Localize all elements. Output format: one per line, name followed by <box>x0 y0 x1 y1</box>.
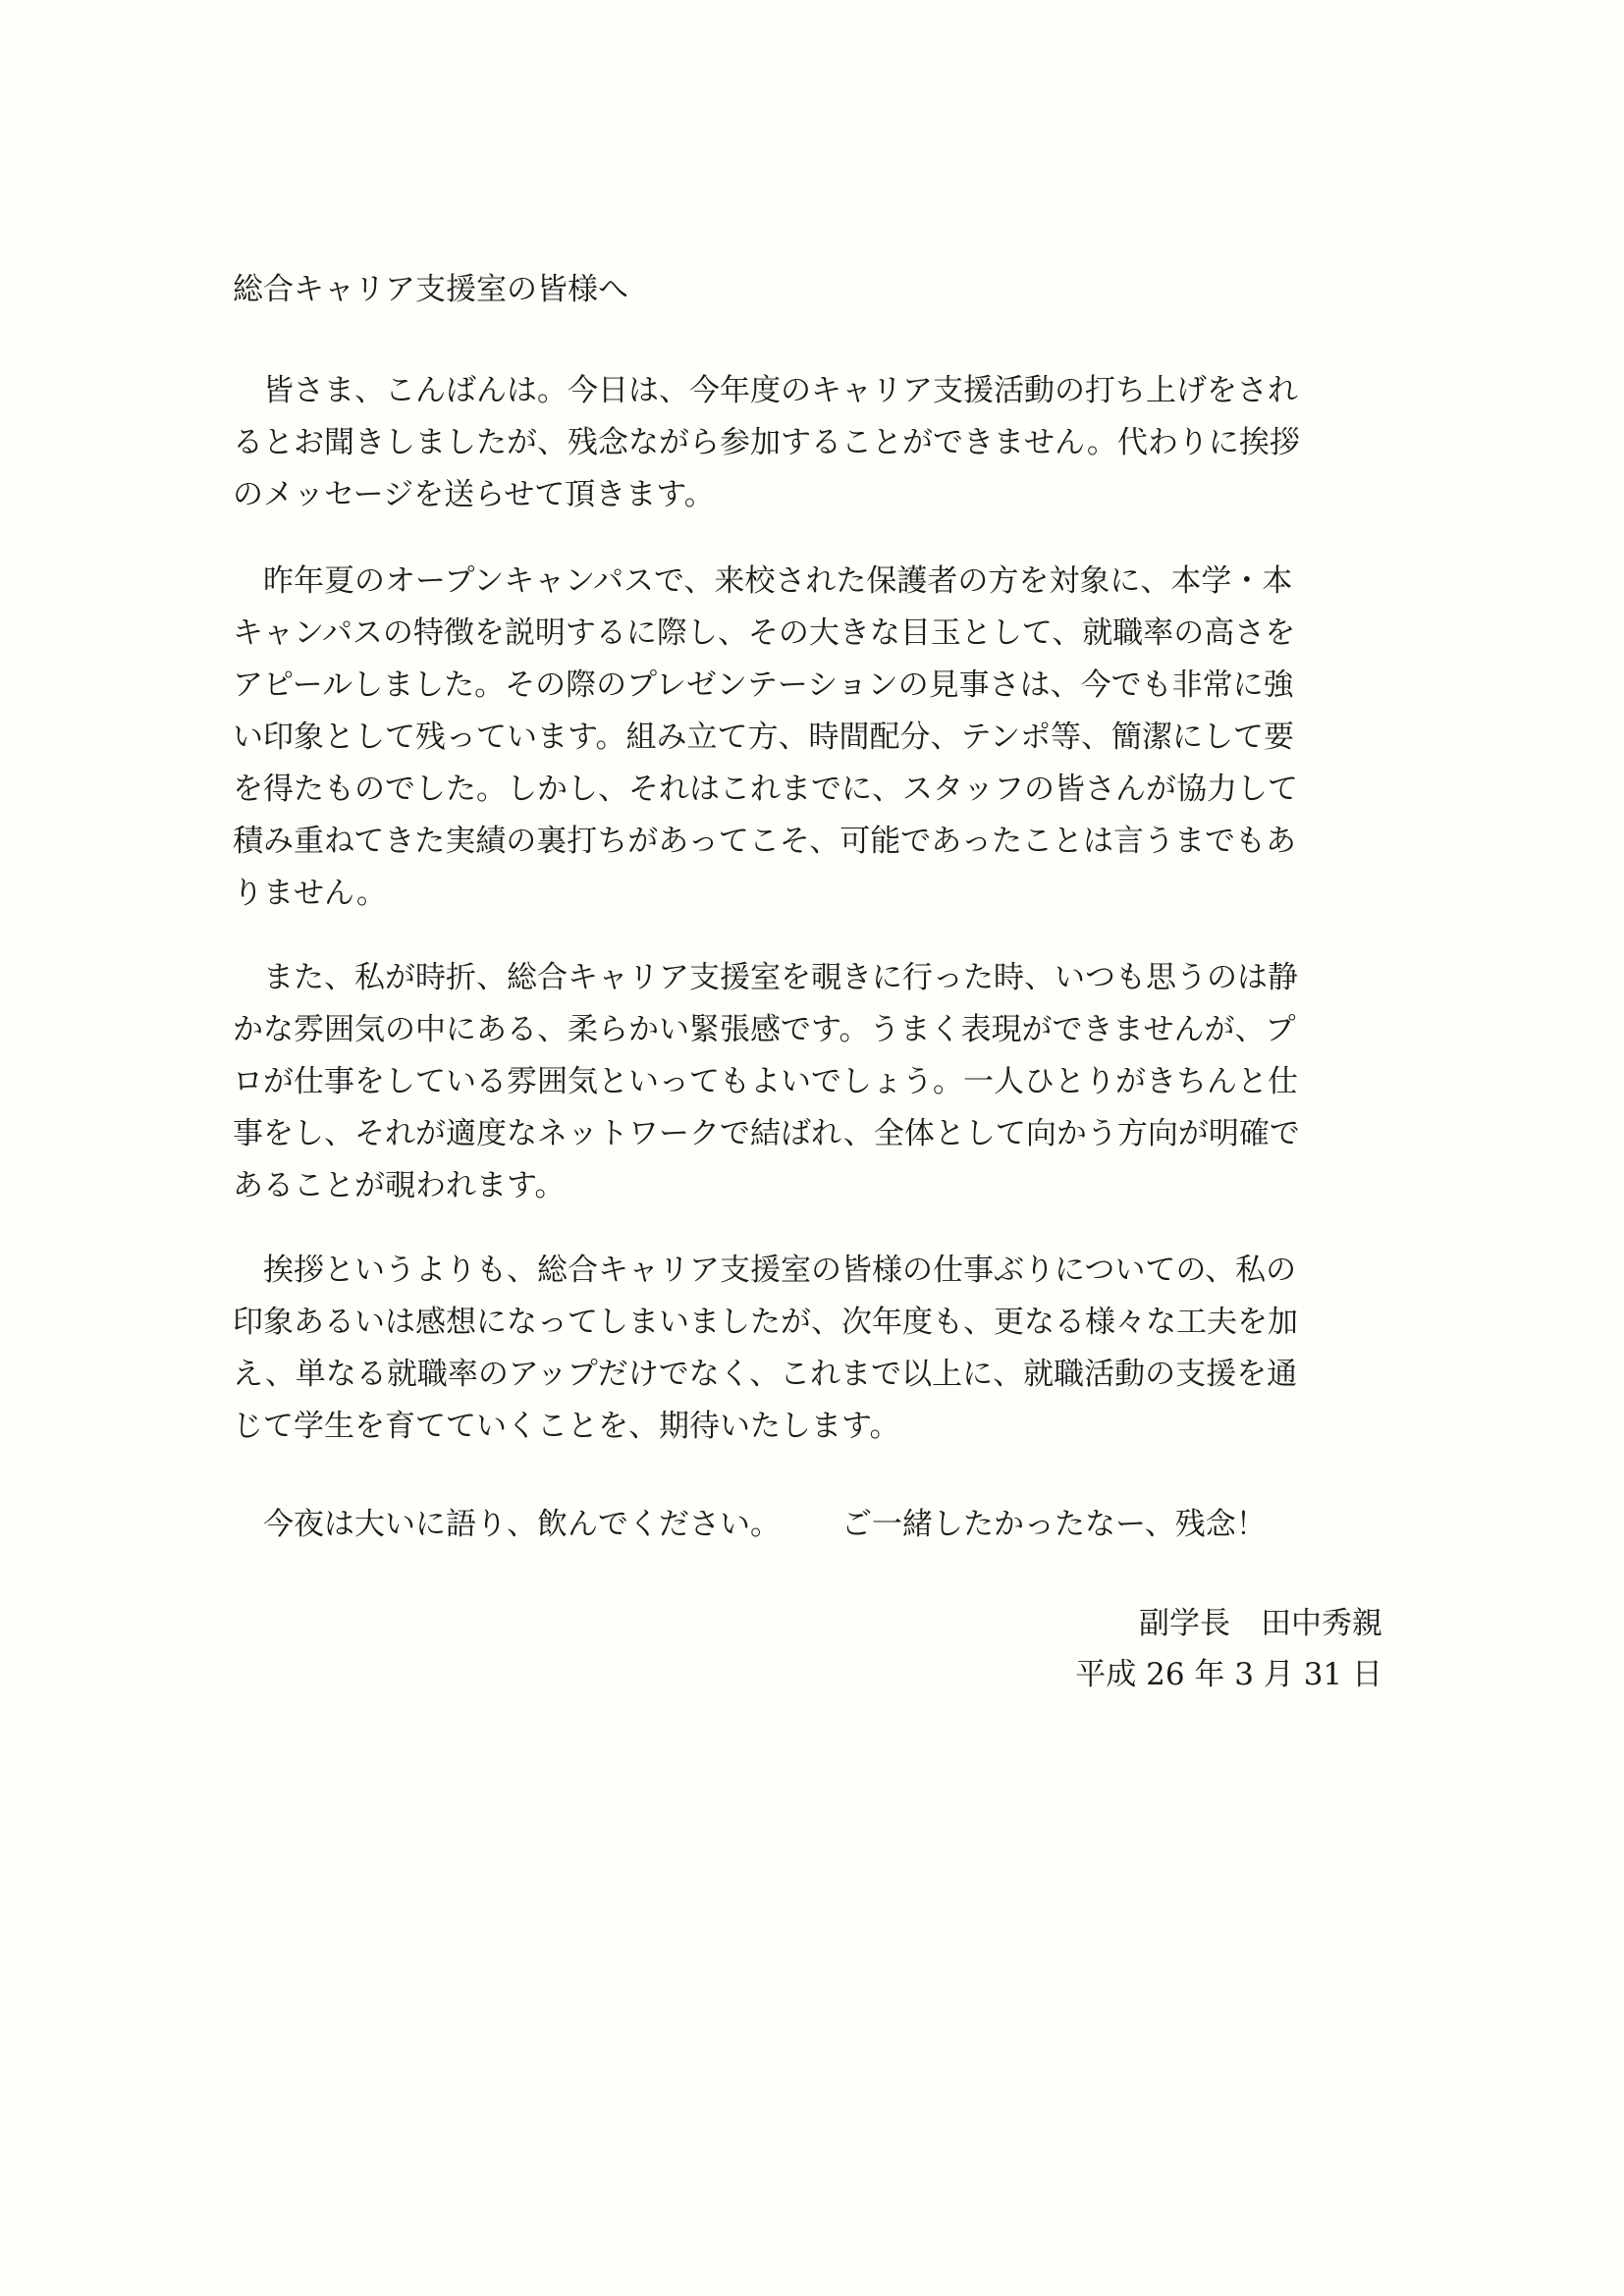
paragraph-line: また、私が時折、総合キャリア支援室を覗きに行った時、いつも思うのは静 <box>233 960 1298 995</box>
paragraph-line: 挨拶というよりも、総合キャリア支援室の皆様の仕事ぶりについての、私の <box>233 1253 1297 1288</box>
paragraph-line: 積み重ねてきた実績の裏打ちがあってこそ、可能であったことは言うまでもあ <box>233 824 1296 859</box>
closing-line <box>233 1499 1411 1551</box>
paragraph-line: かな雰囲気の中にある、柔らかい緊張感です。うまく表現ができませんが、プ <box>233 1012 1296 1047</box>
paragraph-line: キャンパスの特徴を説明するに際し、その大きな目玉として、就職率の高さを <box>233 615 1296 651</box>
paragraph-closing <box>233 1499 1411 1551</box>
paragraph-line: 事をし、それが適度なネットワークで結ばれ、全体として向かう方向が明確で <box>233 1116 1300 1151</box>
signature-title: 副学長 <box>1139 1606 1230 1641</box>
paragraph-line: りません。 <box>233 876 387 911</box>
paragraph-line: るとお聞きしましたが、残念ながら参加することができません。代わりに挨拶 <box>233 425 1300 460</box>
paragraph-line: 昨年夏のオープンキャンパスで、来校された保護者の方を対象に、本学・本 <box>233 563 1293 599</box>
paragraph-expectations <box>233 1245 1411 1453</box>
closing-text-2: ご一緒したかったなー、残念！ <box>841 1507 1267 1542</box>
signature-block <box>1075 1598 1382 1700</box>
paragraph-line: 皆さま、こんばんは。今日は、今年度のキャリア支援活動の打ち上げをされ <box>233 373 1298 408</box>
paragraph-line: じて学生を育てていくことを、期待いたします。 <box>233 1409 900 1444</box>
closing-text-1: 今夜は大いに語り、飲んでください。 <box>233 1507 781 1542</box>
paragraph-atmosphere <box>233 952 1411 1212</box>
paragraph-greeting <box>233 365 1411 521</box>
signature-date: 平成 26 年 3 月 31 日 <box>1075 1657 1382 1692</box>
signature-line <box>1075 1598 1382 1649</box>
salutation: 総合キャリア支援室の皆様へ <box>233 272 628 307</box>
paragraph-line: あることが覗われます。 <box>233 1168 566 1203</box>
paragraph-line: アピールしました。その際のプレゼンテーションの見事さは、今でも非常に強 <box>233 667 1294 703</box>
paragraph-line: い印象として残っています。組み立て方、時間配分、テンポ等、簡潔にして要 <box>233 720 1294 755</box>
signature-name: 田中秀親 <box>1261 1606 1382 1641</box>
paragraph-line: ロが仕事をしている雰囲気といってもよいでしょう。一人ひとりがきちんと仕 <box>233 1064 1298 1099</box>
paragraph-open-campus <box>233 556 1411 920</box>
paragraph-line: 印象あるいは感想になってしまいましたが、次年度も、更なる様々な工夫を加 <box>233 1305 1298 1340</box>
paragraph-line: のメッセージを送らせて頂きます。 <box>233 477 715 512</box>
paragraph-line: を得たものでした。しかし、それはこれまでに、スタッフの皆さんが協力して <box>233 772 1298 807</box>
paragraph-line: え、単なる就職率のアップだけでなく、これまで以上に、就職活動の支援を通 <box>233 1357 1298 1392</box>
